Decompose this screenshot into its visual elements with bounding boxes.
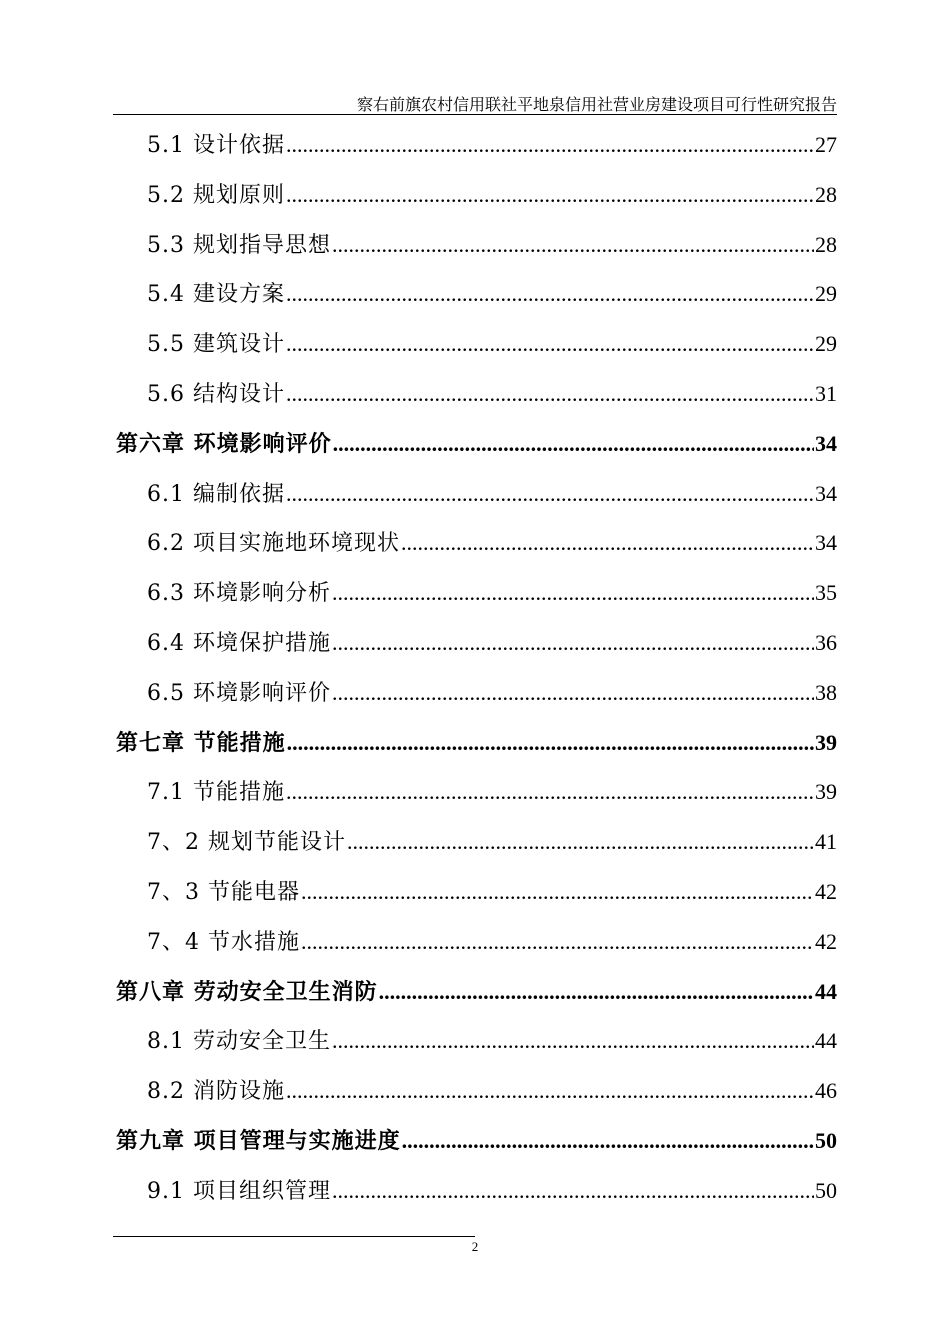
toc-dot-leader — [347, 822, 814, 862]
toc-dot-leader — [301, 922, 814, 962]
toc-entry-page: 50 — [815, 1128, 837, 1153]
toc-entry-label: 5.1 设计依据 — [147, 133, 285, 158]
toc-entry-page: 42 — [815, 879, 837, 904]
toc-entry-page: 34 — [815, 430, 837, 456]
toc-entry-label: 8.1 劳动安全卫生 — [147, 1029, 331, 1055]
toc-entry-label: 7、3 节能电器 — [147, 880, 300, 905]
toc-section-entry[interactable] — [147, 324, 837, 364]
toc-dot-leader — [402, 1121, 814, 1161]
toc-dot-leader — [332, 1171, 814, 1211]
toc-dot-leader — [332, 1021, 814, 1061]
toc-entry-page: 50 — [815, 1177, 837, 1203]
toc-chapter-entry[interactable] — [116, 972, 837, 1012]
toc-entry-page: 28 — [815, 181, 837, 207]
toc-section-entry[interactable] — [147, 922, 837, 962]
toc-entry-label: 第九章 项目管理与实施进度 — [116, 1128, 401, 1154]
toc-section-entry[interactable] — [147, 822, 837, 862]
toc-entry-page: 34 — [815, 530, 837, 556]
toc-section-entry[interactable] — [147, 1171, 837, 1211]
toc-entry-label: 5.6 结构设计 — [147, 382, 285, 407]
toc-entry-page: 29 — [815, 331, 837, 357]
toc-entry-label: 第六章 环境影响评价 — [116, 430, 332, 457]
toc-entry-label: 第七章 节能措施 — [116, 729, 286, 756]
toc-entry-label: 7.1 节能措施 — [147, 780, 285, 806]
toc-section-entry[interactable] — [147, 573, 837, 613]
toc-dot-leader — [401, 523, 814, 563]
toc-dot-leader — [332, 573, 814, 613]
toc-entry-label: 5.5 建筑设计 — [147, 332, 285, 358]
toc-dot-leader — [332, 623, 814, 663]
toc-entry-page: 27 — [815, 132, 837, 157]
toc-entry-label: 5.2 规划原则 — [147, 182, 285, 208]
toc-entry-page: 38 — [815, 679, 837, 705]
toc-dot-leader — [286, 274, 814, 314]
toc-section-entry[interactable] — [147, 1071, 837, 1111]
toc-dot-leader — [286, 374, 814, 414]
toc-entry-page: 31 — [815, 381, 837, 406]
toc-entry-page: 41 — [815, 829, 837, 855]
toc-section-entry[interactable] — [147, 175, 837, 215]
toc-entry-label: 9.1 项目组织管理 — [147, 1178, 331, 1204]
toc-section-entry[interactable] — [147, 523, 837, 563]
toc-entry-page: 46 — [815, 1078, 837, 1104]
toc-section-entry[interactable] — [147, 772, 837, 812]
toc-section-entry[interactable] — [147, 274, 837, 314]
footer-page-number: 2 — [471, 1239, 479, 1254]
toc-dot-leader — [286, 175, 814, 215]
toc-dot-leader — [286, 772, 814, 812]
toc-entry-page: 42 — [815, 928, 837, 954]
toc-entry-page: 44 — [815, 978, 837, 1004]
toc-entry-label: 6.4 环境保护措施 — [147, 631, 331, 656]
toc-dot-leader — [286, 125, 814, 165]
page-header-title: 察右前旗农村信用联社平地泉信用社营业房建设项目可行性研究报告 — [356, 95, 837, 114]
toc-section-entry[interactable] — [147, 374, 837, 414]
toc-section-entry[interactable] — [147, 225, 837, 265]
toc-section-entry[interactable] — [147, 623, 837, 663]
toc-entry-label: 6.3 环境影响分析 — [147, 581, 331, 607]
toc-chapter-entry[interactable] — [116, 1121, 837, 1161]
toc-section-entry[interactable] — [147, 673, 837, 713]
toc-entry-page: 28 — [815, 231, 837, 257]
toc-dot-leader — [332, 225, 814, 265]
footer-rule — [113, 1236, 475, 1237]
toc-entry-label: 6.1 编制依据 — [147, 481, 285, 507]
toc-entry-page: 44 — [815, 1028, 837, 1054]
toc-entry-page: 39 — [815, 779, 837, 805]
toc-chapter-entry[interactable] — [116, 723, 837, 763]
toc-dot-leader — [333, 424, 814, 464]
toc-entry-label: 8.2 消防设施 — [147, 1079, 285, 1105]
toc-dot-leader — [286, 324, 814, 364]
toc-dot-leader — [379, 972, 814, 1012]
toc-entry-label: 5.4 建设方案 — [147, 282, 285, 308]
toc-dot-leader — [287, 723, 814, 763]
toc-entry-page: 39 — [815, 729, 837, 755]
toc-dot-leader — [332, 673, 814, 713]
toc-dot-leader — [301, 872, 814, 912]
toc-section-entry[interactable] — [147, 1021, 837, 1061]
toc-entry-page: 36 — [815, 630, 837, 655]
toc-entry-label: 5.3 规划指导思想 — [147, 232, 331, 258]
toc-chapter-entry[interactable] — [116, 424, 837, 464]
header-rule — [113, 114, 837, 115]
toc-dot-leader — [286, 474, 814, 514]
toc-entry-label: 6.5 环境影响评价 — [147, 680, 331, 706]
toc-section-entry[interactable] — [147, 125, 837, 165]
toc-section-entry[interactable] — [147, 474, 837, 514]
toc-dot-leader — [286, 1071, 814, 1111]
toc-entry-label: 第八章 劳动安全卫生消防 — [116, 978, 378, 1005]
toc-entry-page: 34 — [815, 480, 837, 506]
toc-entry-page: 35 — [815, 580, 837, 606]
toc-entry-label: 7、4 节水措施 — [147, 929, 300, 955]
toc-entry-page: 29 — [815, 281, 837, 307]
toc-entry-label: 6.2 项目实施地环境现状 — [147, 531, 400, 557]
toc-entry-label: 7、2 规划节能设计 — [147, 830, 346, 856]
toc-section-entry[interactable] — [147, 872, 837, 912]
